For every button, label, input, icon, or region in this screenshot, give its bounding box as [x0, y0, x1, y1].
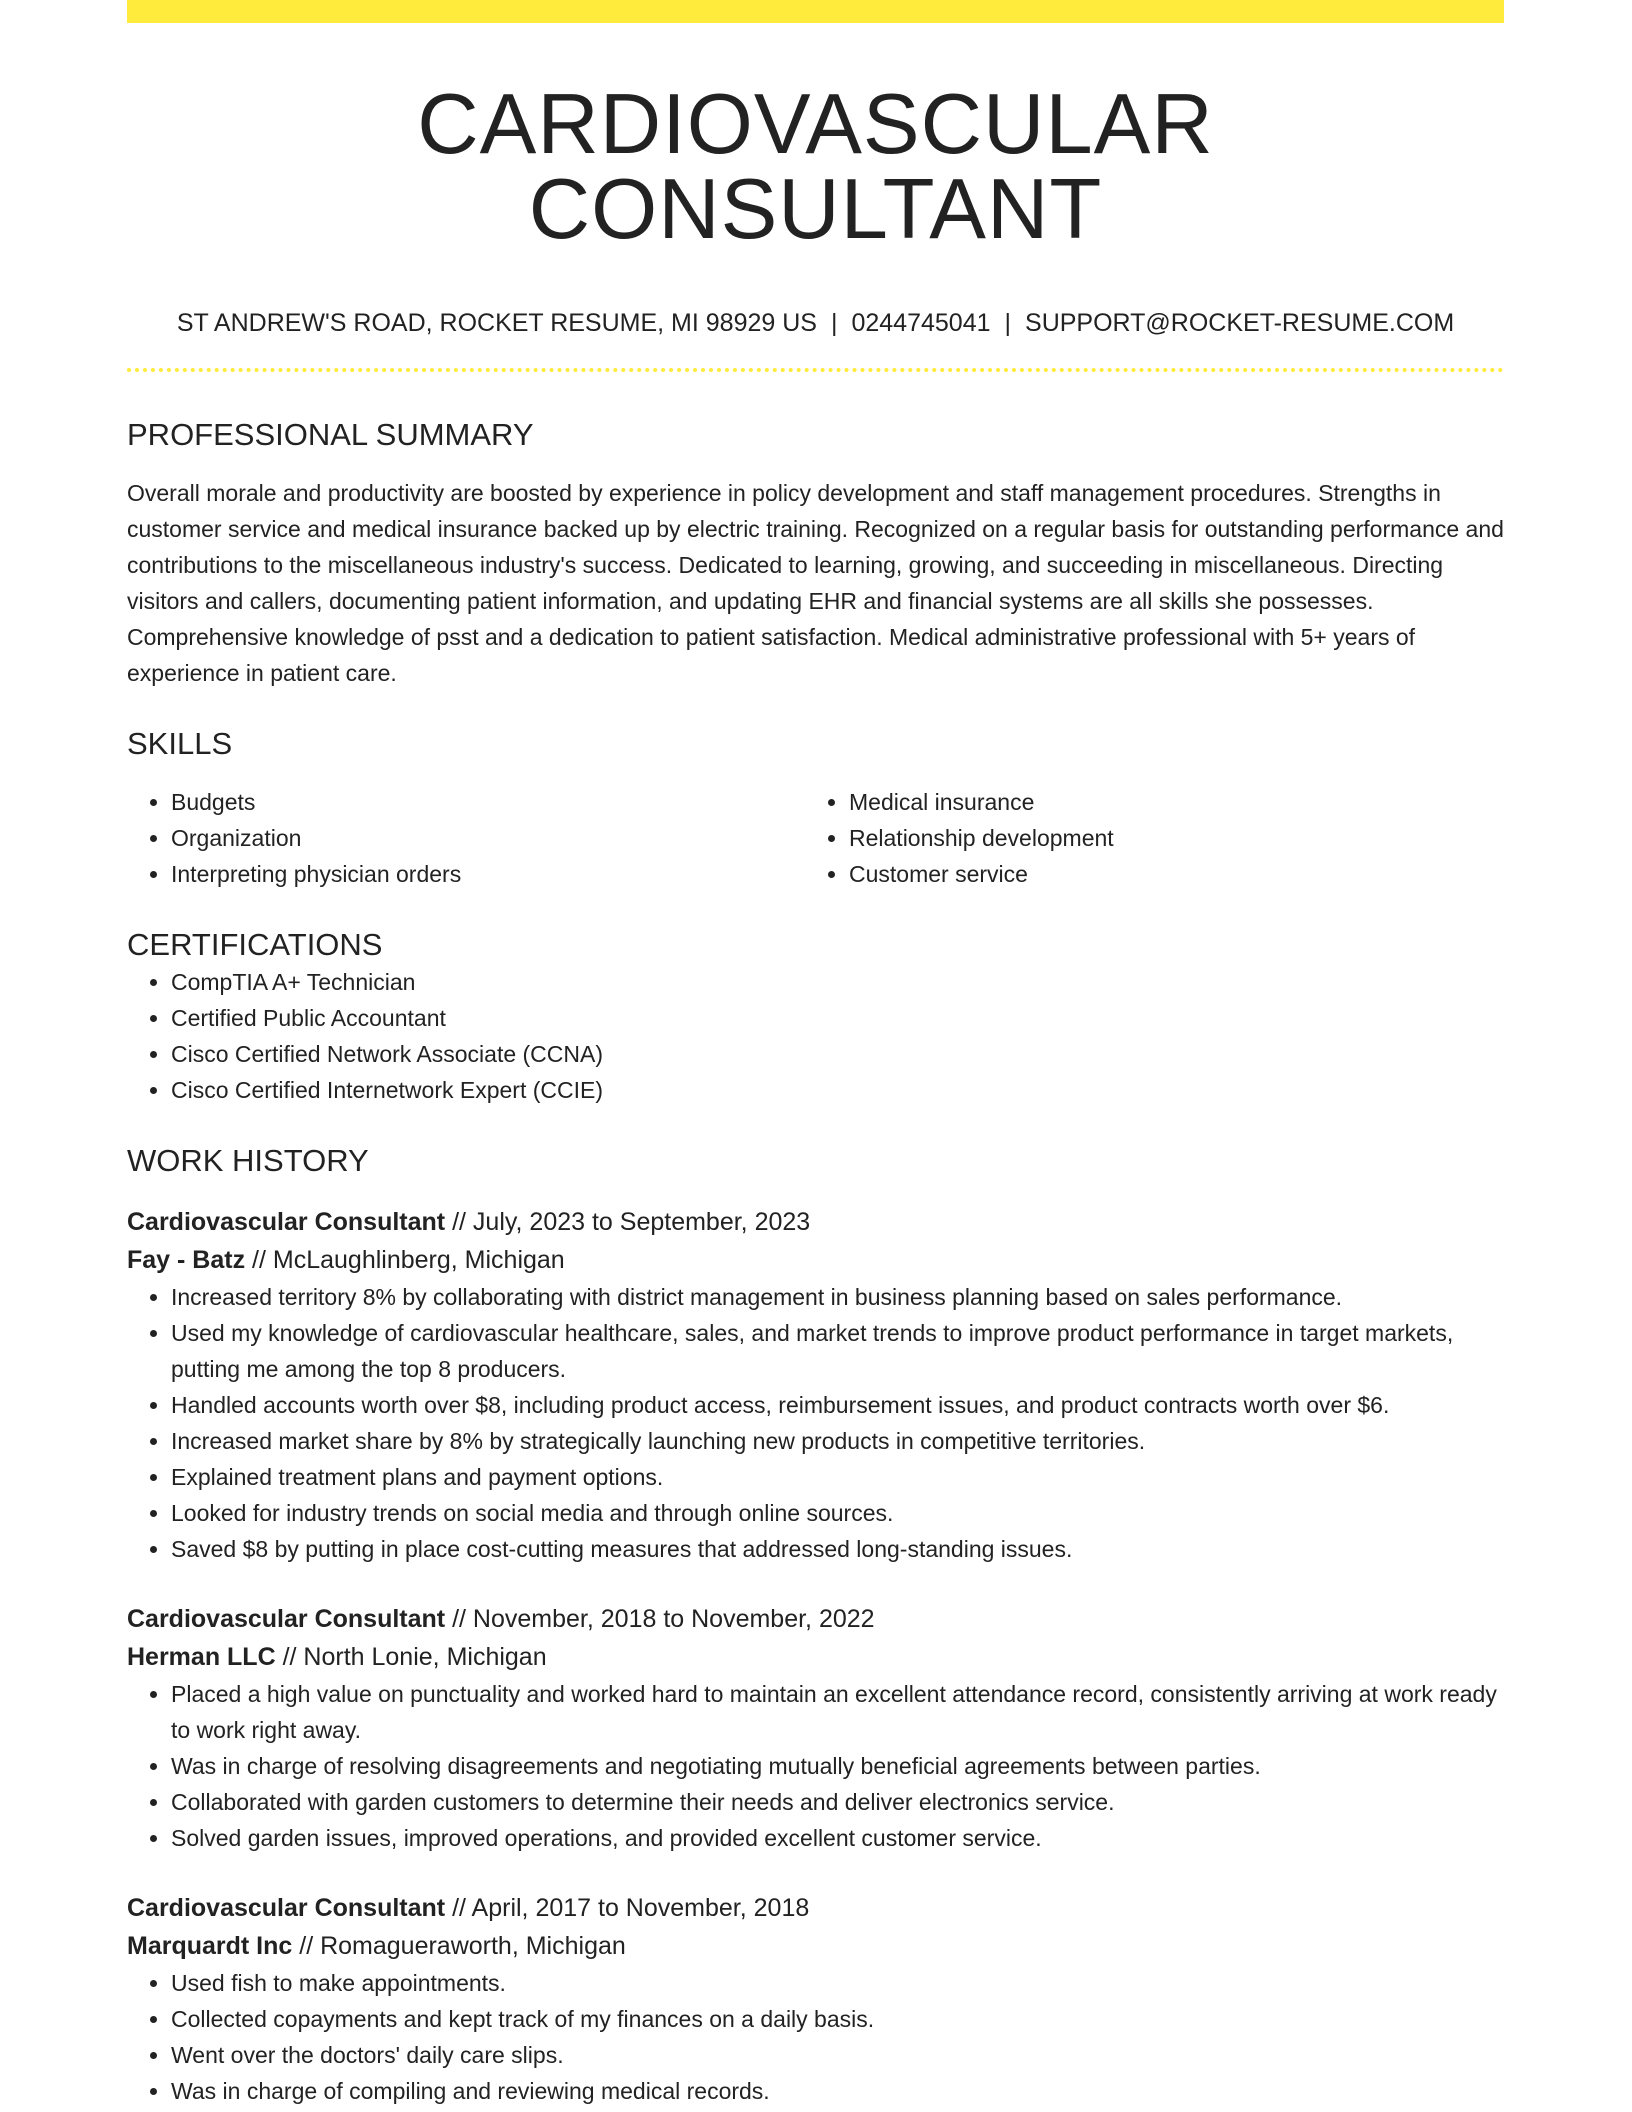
job-company: Herman LLC: [127, 1642, 276, 1671]
job-entry: [127, 1889, 1504, 2109]
skill-item: • Budgets: [171, 784, 805, 820]
job-bullets: [127, 1676, 1504, 1856]
job-title: Cardiovascular Consultant: [127, 1207, 446, 1236]
address-text: ST ANDREW'S ROAD, ROCKET RESUME, MI 98929 US: [176, 309, 817, 337]
job-bullet: • Was in charge of resolving disagreements and negotiating mutually beneficial agreements between parties.: [171, 1748, 1504, 1784]
job-title-line: [127, 1600, 1504, 1638]
job-entry: [127, 1203, 1504, 1567]
job-bullet: • Looked for industry trends on social media and through online sources.: [171, 1495, 1504, 1531]
resume-page: [127, 0, 1504, 2109]
job-bullet: • Used my knowledge of cardiovascular healthcare, sales, and market trends to improve product performance in target markets, putting me among the top 8 producers.: [171, 1315, 1504, 1387]
skill-item: • Interpreting physician orders: [171, 856, 805, 892]
certification-item: • CompTIA A+ Technician: [171, 964, 1504, 1000]
skill-item: • Organization: [171, 820, 805, 856]
job-location: // McLaughlinberg, Michigan: [245, 1245, 565, 1274]
job-bullet: • Used fish to make appointments.: [171, 1965, 1504, 2001]
job-bullet: • Solved garden issues, improved operations, and provided excellent customer service.: [171, 1820, 1504, 1856]
accent-bar: [127, 0, 1504, 23]
job-bullet: • Handled accounts worth over $8, including product access, reimbursement issues, and product contracts worth over $6.: [171, 1387, 1504, 1423]
resume-title: CARDIOVASCULAR CONSULTANT: [417, 77, 1214, 257]
certification-item: • Cisco Certified Network Associate (CCNA): [171, 1036, 1504, 1072]
work-history-heading: WORK HISTORY: [127, 1142, 369, 1178]
skill-item: • Customer service: [849, 856, 1504, 892]
job-bullet: • Collaborated with garden customers to determine their needs and deliver electronics service.: [171, 1784, 1504, 1820]
job-title: Cardiovascular Consultant: [127, 1893, 446, 1922]
job-dates: // April, 2017 to November, 2018: [445, 1893, 810, 1922]
job-bullet: • Saved $8 by putting in place cost-cutting measures that addressed long-standing issues.: [171, 1531, 1504, 1567]
job-bullet: • Collected copayments and kept track of my finances on a daily basis.: [171, 2001, 1504, 2037]
skills-list-left: [127, 784, 805, 892]
email-text: SUPPORT@ROCKET-RESUME.COM: [1025, 309, 1455, 337]
dotted-divider: [127, 368, 1504, 372]
certification-item: • Cisco Certified Internetwork Expert (CCIE): [171, 1072, 1504, 1108]
job-location: // North Lonie, Michigan: [275, 1642, 547, 1671]
skills-list-right: [805, 784, 1504, 892]
skill-item: • Medical insurance: [849, 784, 1504, 820]
job-company-line: [127, 1241, 1504, 1279]
certifications-heading: CERTIFICATIONS: [127, 927, 383, 963]
job-bullets: [127, 1965, 1504, 2109]
job-bullet: • Increased market share by 8% by strategically launching new products in competitive territories.: [171, 1423, 1504, 1459]
summary-heading: PROFESSIONAL SUMMARY: [127, 417, 534, 452]
job-entry: [127, 1600, 1504, 1856]
job-company: Marquardt Inc: [127, 1931, 293, 1960]
job-title-line: [127, 1889, 1504, 1927]
contact-separator: |: [830, 309, 838, 337]
job-title-line: [127, 1203, 1504, 1241]
contact-separator: |: [1004, 309, 1012, 337]
job-location: // Romagueraworth, Michigan: [292, 1931, 626, 1960]
contact-line: [127, 308, 1504, 338]
job-bullets: [127, 1279, 1504, 1567]
skills-grid: [127, 784, 1504, 892]
job-bullet: • Was in charge of compiling and reviewing medical records.: [171, 2073, 1504, 2109]
certifications-list: [127, 964, 1504, 1108]
job-bullet: • Placed a high value on punctuality and worked hard to maintain an excellent attendance record, consistently arriving at work ready to work right away.: [171, 1676, 1504, 1748]
skills-heading: SKILLS: [127, 726, 233, 762]
job-bullet: • Went over the doctors' daily care slips.: [171, 2037, 1504, 2073]
job-bullet: • Increased territory 8% by collaborating with district management in business planning based on sales performance.: [171, 1279, 1504, 1315]
job-dates: // November, 2018 to November, 2022: [445, 1604, 875, 1633]
certification-item: • Certified Public Accountant: [171, 1000, 1504, 1036]
summary-text: Overall morale and productivity are boosted by experience in policy development and staff management procedures. Strengths in customer service and medical insurance backed up by electric training. Recognized on a regular basis for outstanding performance and contributions to the miscellaneous industry's success. Dedicated to learning, growing, and succeeding in miscellaneous. Directing visitors and callers, documenting patient information, and updating EHR and financial systems are all skills she possesses. Comprehensive knowledge of psst and a dedication to patient satisfaction. Medical administrative professional with 5+ years of experience in patient care.: [127, 480, 1504, 687]
job-dates: // July, 2023 to September, 2023: [445, 1207, 811, 1236]
job-bullet: • Explained treatment plans and payment options.: [171, 1459, 1504, 1495]
job-company-line: [127, 1927, 1504, 1965]
skill-item: • Relationship development: [849, 820, 1504, 856]
job-company-line: [127, 1638, 1504, 1676]
job-company: Fay - Batz: [127, 1245, 246, 1274]
phone-text: 0244745041: [851, 309, 991, 337]
job-title: Cardiovascular Consultant: [127, 1604, 446, 1633]
